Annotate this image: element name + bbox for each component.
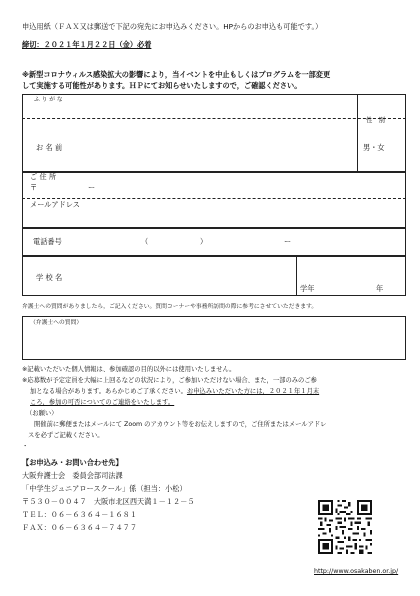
phone-paren-open: （ xyxy=(141,237,149,246)
name-block xyxy=(22,94,406,172)
capacity-note-line-3: ころ，参加の可否についてのご連絡をいたします。 xyxy=(30,399,175,406)
contact-fax: ＦＡＸ：０６－６３６４－７４７７ xyxy=(22,523,138,532)
request-line-1: 開催前に郵便またはメールにて Zoom のアカウント等をお伝えしますので，ご住所またはメールアドレ xyxy=(34,421,327,428)
contact-org: 大阪弁護士会 委員会部司法課 xyxy=(22,471,123,480)
deadline-text: 締切：２０２１年１月２２日（金）必着 xyxy=(22,40,152,49)
capacity-note-line-2 xyxy=(30,388,319,396)
address-label: ご 住 所 xyxy=(30,172,57,181)
gender-options[interactable]: 男・女 xyxy=(363,143,385,152)
grade-label: 学年 xyxy=(300,284,315,293)
notice-line-2: して実施する可能性があります。ＨＰにてお知らせいたしますので，ご確認ください。 xyxy=(22,81,302,90)
postal-mark: 〒 xyxy=(30,183,38,192)
email-label: メールアドレス xyxy=(30,200,80,209)
phone-paren-close: ） xyxy=(200,237,208,246)
furigana-label: ふ り が な xyxy=(34,97,63,103)
gender-label: 性 別 xyxy=(366,117,385,124)
phone-block xyxy=(22,228,406,256)
name-label: お 名 前 xyxy=(36,143,63,152)
furigana-divider xyxy=(22,118,406,119)
qr-code-icon[interactable] xyxy=(318,500,372,554)
question-instruction: 弁護士への質問がありましたら，ご記入ください。質問コーナーや事務所訪問の際に参考にさせていただきます。 xyxy=(22,304,318,310)
notice-line-1: ※新型コロナウィルス感染拡大の影響により，当イベントを中止もしくはプログラムを一部変更 xyxy=(22,70,331,79)
request-title: （お願い） xyxy=(26,410,58,417)
school-block xyxy=(22,256,406,296)
gender-divider xyxy=(357,94,358,172)
contact-dept: 「中学生ジュニアロースクール」係（担当：小松） xyxy=(22,484,187,493)
school-label: 学 校 名 xyxy=(36,273,63,282)
intro-text: 申込用紙（ＦＡＸ又は郵送で下記の宛先にお申込みください。HPからのお申込も可能です。） xyxy=(22,22,323,31)
bullet-mark: ・ xyxy=(22,443,29,450)
question-box-label: （弁護士への質問） xyxy=(30,320,83,326)
phone-label: 電話番号 xyxy=(33,237,62,246)
contact-title: 【お申込み・お問い合わせ先】 xyxy=(22,458,123,467)
address-divider xyxy=(22,198,406,199)
capacity-note-line-2b: お申込みいただいた方には，２０２１年１月末 xyxy=(186,388,320,395)
capacity-note-line-1: ※応募数が予定定員を大幅に上回るなどの状況により，ご参加いただけない場合、また，一部のみのご参 xyxy=(22,377,317,384)
year-label: 年 xyxy=(376,284,384,293)
capacity-note-line-2a: 加となる場合があります。あらかじめご了承ください。 xyxy=(30,388,187,395)
website-url-link[interactable]: http://www.osakaben.or.jp/ xyxy=(314,568,399,575)
postal-dash: ー xyxy=(88,183,96,192)
contact-tel: ＴＥＬ：０６－６３６４－１６８１ xyxy=(22,510,138,519)
request-line-2: スを必ずご記載ください。 xyxy=(28,432,104,439)
contact-address: 〒５３０－００４７ 大阪市北区西天満１－１２－５ xyxy=(22,497,195,506)
privacy-note: ※記載いただいた個人情報は、参加確認の目的以外には使用いたしません。 xyxy=(22,366,236,373)
phone-dash: ー xyxy=(284,237,292,246)
school-grade-divider xyxy=(296,256,297,296)
